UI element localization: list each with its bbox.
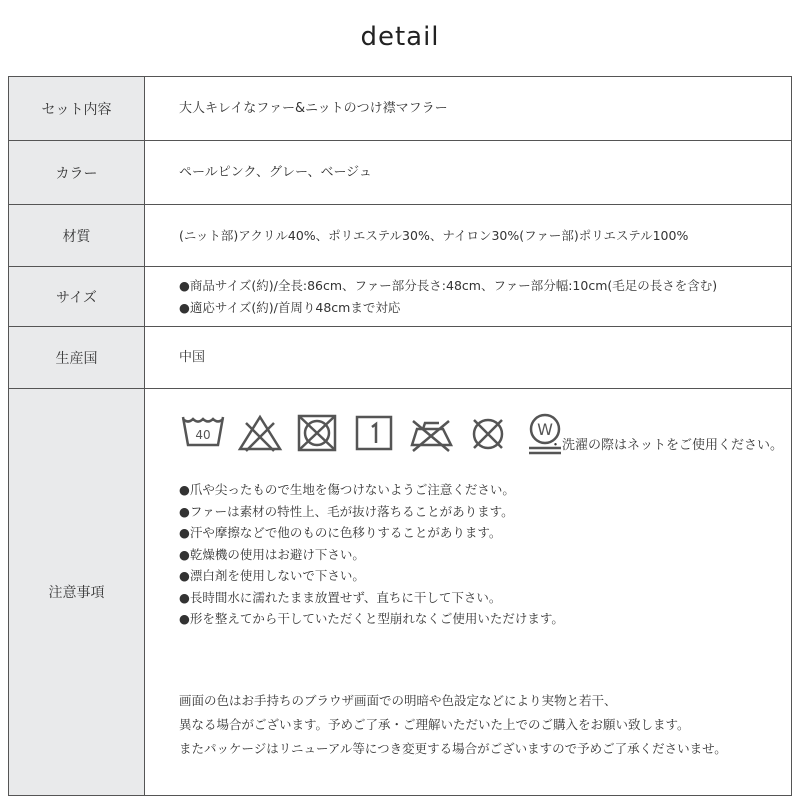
row-value xyxy=(145,327,791,388)
disclaimer-line: 画面の色はお手持ちのブラウザ画面での明暗や色設定などにより実物と若干、 xyxy=(179,693,617,708)
row-label: カラー xyxy=(9,141,145,204)
caution-item: ●汗や摩擦などで他のものに色移りすることがあります。 xyxy=(179,525,502,540)
row-value xyxy=(145,267,791,326)
caution-item: ●ファーは素材の特性上、毛が抜け落ちることがあります。 xyxy=(179,503,514,519)
set-contents-text: 大人キレイなファー&ニットのつけ襟マフラー xyxy=(179,100,448,116)
row-color xyxy=(9,141,791,205)
hang-dry-icon xyxy=(350,409,398,457)
size-line: ●商品サイズ(約)/全長:86cm、ファー部分長さ:48cm、ファー部分幅:10cm(毛足の長さを含む) xyxy=(179,277,718,293)
caution-item: ●爪や尖ったもので生地を傷つけないようご注意ください。 xyxy=(179,482,515,497)
caution-item: ●漂白剤を使用しないで下さい。 xyxy=(179,568,365,583)
row-label: サイズ xyxy=(9,267,145,326)
wash-40-icon xyxy=(179,409,227,457)
caution-item: ●形を整えてから干していただくと型崩れなくご使用いただけます。 xyxy=(179,611,564,626)
row-label: 注意事項 xyxy=(9,389,145,795)
row-value xyxy=(145,141,791,204)
no-dry-clean-icon xyxy=(464,409,512,457)
page-title: detail xyxy=(360,22,440,52)
origin-text: 中国 xyxy=(179,349,206,365)
material-text: (ニット部)アクリル40%、ポリエステル30%、ナイロン30%(ファー部)ポリエステル100% xyxy=(179,227,689,243)
no-bleach-icon xyxy=(236,409,284,457)
wash-temp-label: 40 xyxy=(195,428,211,442)
row-material xyxy=(9,205,791,267)
row-value xyxy=(145,77,791,140)
row-size xyxy=(9,267,791,327)
size-line: ●適応サイズ(約)/首周り48cmまで対応 xyxy=(179,299,401,315)
row-caution xyxy=(9,389,791,795)
disclaimer-line: またパッケージはリニューアル等につき変更する場合がございますので予めご了承くださいませ。 xyxy=(179,741,727,756)
caution-list xyxy=(179,479,564,630)
row-label: 生産国 xyxy=(9,327,145,388)
row-value xyxy=(145,205,791,266)
care-note: ・洗濯の際はネットをご使用ください。 xyxy=(549,438,784,453)
row-label: 材質 xyxy=(9,205,145,266)
spec-table xyxy=(8,76,792,796)
wet-clean-letter: W xyxy=(537,420,553,439)
no-tumble-dry-icon xyxy=(293,409,341,457)
care-icons xyxy=(179,409,578,457)
caution-item: ●乾燥機の使用はお避け下さい。 xyxy=(179,546,365,562)
row-label: セット内容 xyxy=(9,77,145,140)
row-origin xyxy=(9,327,791,389)
caution-item: ●長時間水に濡れたまま放置せず、直ちに干して下さい。 xyxy=(179,589,502,605)
no-iron-icon xyxy=(407,409,455,457)
color-text: ペールピンク、グレー、ベージュ xyxy=(179,164,372,180)
disclaimer-line: 異なる場合がございます。予めご了承・ご理解いただいた上でのご購入をお願い致します。 xyxy=(179,717,690,732)
row-set-contents xyxy=(9,77,791,141)
disclaimer xyxy=(179,689,727,761)
